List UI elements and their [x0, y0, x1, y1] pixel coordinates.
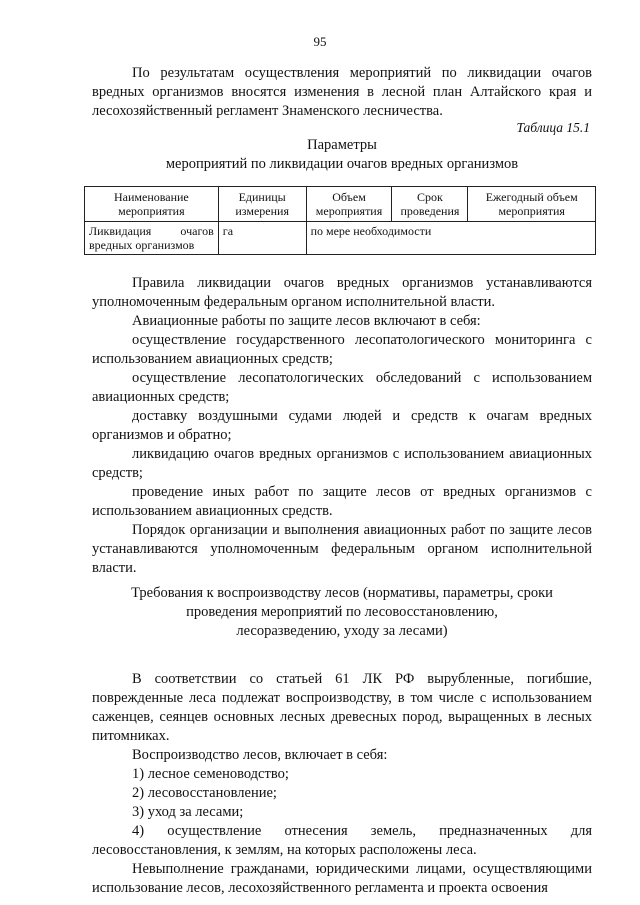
list-item: осуществление государственного лесопатологического мониторинга с использованием авиационных средств;: [92, 332, 592, 367]
list-item: 1) лесное семеноводство;: [132, 766, 289, 782]
paragraph: Авиационные работы по защите лесов включают в себя:: [132, 313, 481, 329]
table-caption: Таблица 15.1: [516, 120, 590, 135]
column-header: Срок проведения: [392, 187, 468, 222]
table-cell-term: по мере необходимости: [306, 222, 595, 255]
table-header-row: [85, 187, 596, 222]
name-word: очагов: [180, 224, 214, 238]
page-number: 95: [313, 34, 327, 49]
paragraph: Порядок организации и выполнения авиационных работ по защите лесов устанавливаются уполномоченным федеральным органом исполнительной власти.: [92, 522, 592, 576]
table-title-line-2: мероприятий по ликвидации очагов вредных организмов: [165, 156, 519, 172]
table-cell-name: [85, 222, 219, 255]
list-item: проведение иных работ по защите лесов от вредных организмов с использованием авиационных средств.: [92, 484, 592, 519]
table-cell-unit: га: [218, 222, 306, 255]
list-item: осуществление лесопатологических обследований с использованием авиационных средств;: [92, 370, 592, 405]
paragraph: Правила ликвидации очагов вредных организмов устанавливаются уполномоченным федеральным органом исполнительной власти.: [92, 275, 592, 310]
section-title-line-3: лесоразведению, уходу за лесами): [236, 623, 448, 639]
list-item: 4) осуществление отнесения земель, предназначенных для лесовосстановления, к землям, на которых расположены леса.: [92, 823, 592, 858]
parameters-table: [84, 186, 596, 255]
section-title-line-2: проведения мероприятий по лесовосстановлению,: [186, 604, 498, 620]
paragraph: В соответствии со статьей 61 ЛК РФ вырубленные, погибшие, поврежденные леса подлежат воспроизводству, в том числе с использованием саженцев, сеянцев основных лесных древесных пород, выращенных в лесных питомниках.: [92, 671, 592, 744]
paragraph: Невыполнение гражданами, юридическими лицами, осуществляющими использование лесов, лесохозяйственного регламента и проекта освоения: [92, 861, 592, 896]
list-item: ликвидацию очагов вредных организмов с использованием авиационных средств;: [92, 446, 592, 481]
intro-paragraph: По результатам осуществления мероприятий по ликвидации очагов вредных организмов вносятся изменения в лесной план Алтайского края и лесохозяйственный регламент Знаменского лесничества.: [92, 65, 592, 119]
list-item: 3) уход за лесами;: [132, 804, 244, 820]
table-title-line-1: Параметры: [307, 137, 377, 153]
list-item: 2) лесовосстановление;: [132, 785, 277, 801]
column-header: Наименование мероприятия: [85, 187, 219, 222]
paragraph: Воспроизводство лесов, включает в себя:: [132, 747, 388, 763]
name-line-2: вредных организмов: [89, 238, 195, 252]
column-header: Ежегодный объем мероприятия: [468, 187, 596, 222]
table-row: [85, 222, 596, 255]
section-title-line-1: Требования к воспроизводству лесов (нормативы, параметры, сроки: [131, 585, 553, 601]
column-header: Единицы измерения: [218, 187, 306, 222]
list-item: доставку воздушными судами людей и средств к очагам вредных организмов и обратно;: [92, 408, 592, 443]
name-word: Ликвидация: [89, 224, 152, 238]
column-header: Объем мероприятия: [306, 187, 392, 222]
